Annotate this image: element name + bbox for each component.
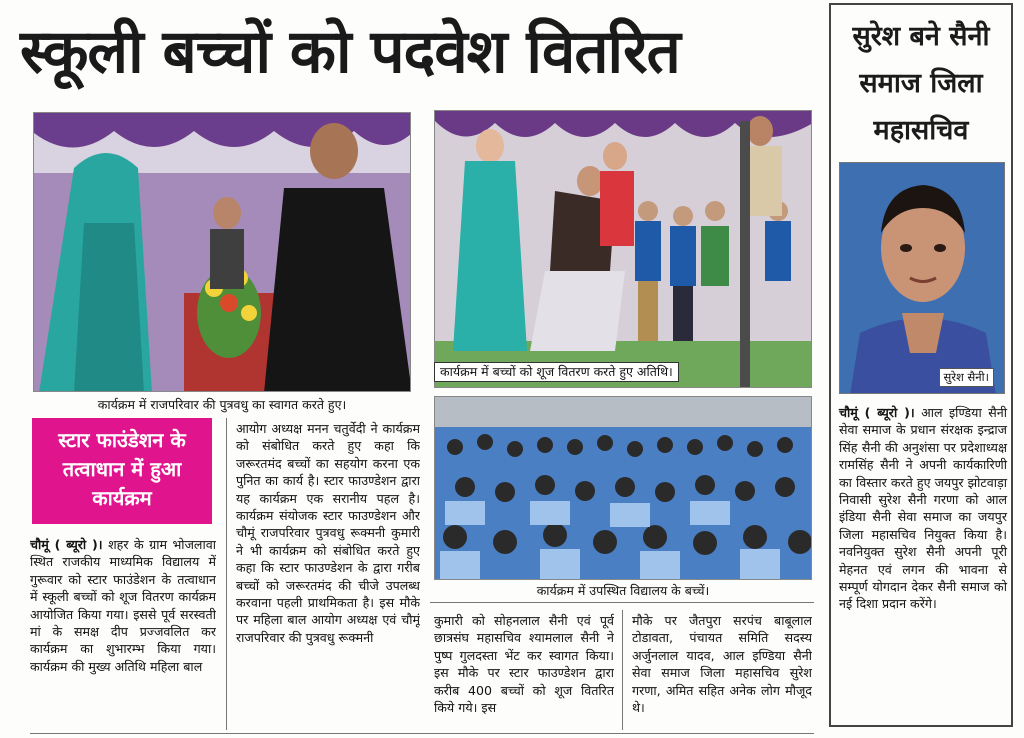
article-column-1-text: शहर के ग्राम भोजलावा स्थित राजकीय माध्यमिक विद्यालय में गुरूवार को स्टार फाउंडेशन के तत्वाधान में स्कूली बच्चों को शूज वितरण कार्यक्रम आयोजित किया गया। इससे पूर्व सरस्वती मां के समक्ष दीप प्रज्जवलित कर कार्यक्रम का शुभारम्भ किया गया। कार्यक्रम की मुख्य अतिथि महिला बाल: [30, 537, 216, 674]
article-column-3: [434, 612, 614, 730]
sidebar-dateline: चौमूं ( ब्यूरो )।: [839, 405, 915, 420]
sidebar-body-text: आल इण्डिया सैनी सेवा समाज के प्रधान संरक्षक इन्द्राज सिंह सैनी की अनुशंसा पर प्रदेशाध्यक्ष रामसिंह सैनी ने अपनी कार्यकारिणी का विस्तार करते हुए जयपुर झोटवाड़ा निवासी सुरेश सैनी गरणा को आल इंडिया सैनी सेवा समाज का जयपुर जिला महासचिव नियुक्त किया है। नवनियुक्त सुरेश सैनी अपनी पूरी मेहनत एवं लगन की भावना से सम्पूर्ण योगदान देकर सैनी समाज को नई दिशा प्रदान करेंगे।: [839, 405, 1007, 612]
article-column-2: [236, 420, 420, 730]
photo-welcome: [33, 112, 411, 392]
article-column-4: [632, 612, 812, 730]
article-column-1: [30, 536, 216, 732]
photo-shoes-caption: कार्यक्रम में बच्चों को शूज वितरण करते हुए अतिथि।: [434, 362, 679, 382]
photo-students: [434, 396, 812, 580]
sidebar-title-line-1: सुरेश बने सैनी: [852, 21, 990, 52]
sidebar-title-line-3: महासचिव: [873, 115, 969, 146]
subhead-line-2: तत्वाधान में हुआ: [62, 457, 182, 481]
article-column-3-text: कुमारी को सोहनलाल सैनी एवं पूर्व छात्रसंघ महासचिव श्यामलाल सैनी ने पुष्प गुलदस्ता भेंट कर स्वागत किया। इस मौके पर स्टार फाउण्डेशन द्वारा करीब 400 बच्चों को शूज वितरित किये गये। इस: [434, 613, 614, 716]
column-rule: [226, 418, 227, 730]
article-column-2-text: आयोग अध्यक्ष मनन चतुर्वेदी ने कार्यक्रम को संबोधित करते हुए कहा कि जरूरतमंद बच्चों का सहयोग करना एक पुनित का कार्य है। स्टार फाउण्डेशन द्वारा यह कार्यक्रम एक सरानीय पहल है। कार्यक्रम संयोजक स्टार फाउण्डेशन और चौमूं राजपरिवार पुत्रवधु रूक्मनी कुमारी ने भी कार्यक्रम को संबोधित करते हुए कहा कि स्टार फाउण्डेशन के द्वारा गरीब बच्चों को जरूरतमंद की चीजे उपलब्ध करवाना पहली प्राथमिकता है। इस मौके पर महिला बाल आयोग अध्यक्ष एवं चौमूं राजपरिवार की पुत्रवधु रूक्मनी: [236, 421, 420, 645]
sidebar-headline: [831, 13, 1011, 154]
bottom-rule: [30, 733, 814, 734]
section-rule: [430, 602, 814, 603]
article-dateline: चौमूं ( ब्यूरो )।: [30, 537, 103, 552]
article-column-4-text: मौके पर जैतपुरा सरपंच बाबूलाल टोडावता, पंचायत समिति सदस्य अर्जुनलाल यादव, आल इण्डिया सैनी सेवा समाज जिला महासचिव सुरेश गरणा, अमित सहित अनेक लोग मौजूद थे।: [632, 613, 812, 716]
photo-welcome-caption: कार्यक्रम में राजपरिवार की पुत्रवधु का स्वागत करते हुए।: [97, 397, 347, 412]
column-rule: [622, 610, 623, 730]
subhead-box: [32, 418, 212, 524]
sidebar-photo-caption: सुरेश सैनी।: [939, 368, 994, 387]
sidebar-body: [839, 404, 1007, 613]
photo-students-caption: कार्यक्रम में उपस्थित विद्यालय के बच्चें।: [536, 583, 710, 598]
photo-shoes-distribution: [434, 110, 812, 388]
sidebar-story: [829, 3, 1013, 727]
sidebar-portrait-photo: [839, 162, 1005, 394]
headline: स्कूली बच्चों को पदवेश वितरित: [20, 17, 680, 87]
sidebar-title-line-2: समाज जिला: [859, 68, 983, 99]
subhead-line-3: कार्यक्रम: [92, 486, 152, 510]
subhead-line-1: स्टार फाउंडेशन के: [58, 428, 186, 452]
